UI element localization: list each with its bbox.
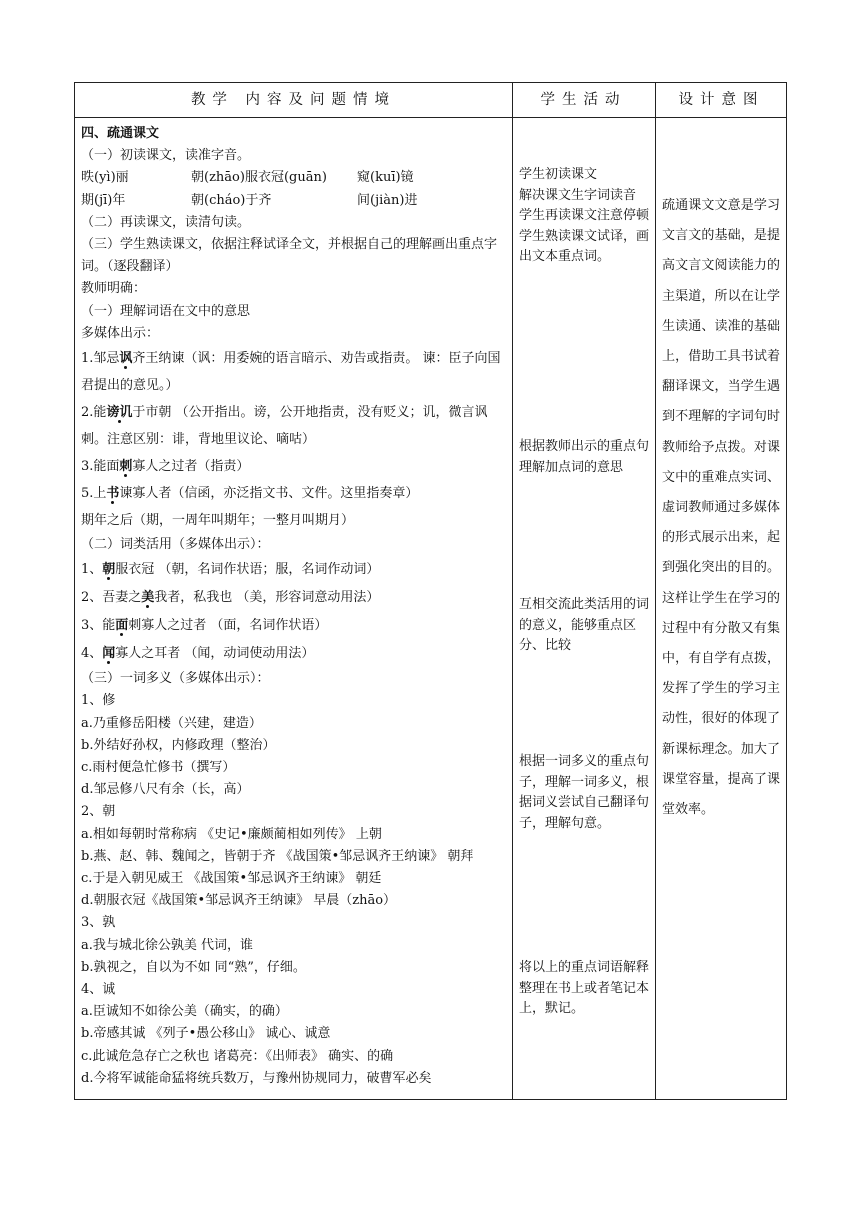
polysemy-line: d.邹忌修八尺有余（长，高）	[81, 782, 250, 798]
polysemy-line: a.臣诚知不如徐公美（确实，的确）	[81, 1004, 288, 1020]
polysemy-line: a.相如每朝时常称病 《史记•廉颇蔺相如列传》 上朝	[81, 826, 382, 842]
usage-item: 3、能面刺寡人之过者 （面，名词作状语）	[81, 618, 328, 634]
header-content: 教学 内容及问题情境	[190, 92, 397, 108]
design-intent-text: 疏通课文文意是学习文言文的基础，是提高文言文阅读能力的主渠道，所以在让学生读通、读准的基础上，借助工具书试着翻译课文，当学生遇到不理解的字词句时教师给予点拨。对课文中的重难点实词、虚词教师通过多媒体的形式展示出来，起到强化突出的目的。这样让学生在学习的过程中有分散又有集中，有自学有点拨，发挥了学生的学习主动性，很好的体现了新课标理念。加大了课堂容量，提高了课堂效率。	[662, 198, 780, 818]
vocab-item: 1.邹忌讽齐王纳谏（讽：用委婉的语言暗示、劝告或指责。 谏：臣子向国君提出的意见。）	[81, 351, 501, 394]
vocab-item: 2.能谤讥于市朝 （公开指出。谤，公开地指责，没有贬义；讥，微言讽刺。注意区别：诽，背地里议论、嘀咕）	[81, 405, 488, 448]
lesson-table	[74, 82, 787, 1100]
polysemy-line: d.朝服衣冠《战国策•邹忌讽齐王纳谏》 早晨（zhāo）	[81, 893, 397, 909]
pronunciation-row	[81, 190, 507, 212]
part-2-title: （二）词类活用（多媒体出示）：	[81, 537, 270, 553]
pron-item: 昳(yì)丽	[81, 170, 129, 186]
activity-text: 解决课文生字词读音	[519, 187, 637, 203]
pron-item: 窥(kuī)镜	[357, 170, 414, 186]
header-activity: 学生活动	[540, 92, 627, 108]
column-divider	[655, 83, 656, 1099]
pron-item: 朝(cháo)于齐	[191, 192, 272, 208]
usage-item: 4、闻寡人之耳者 （闻，动词使动用法）	[81, 646, 315, 662]
activity-text: 学生熟读课文试译，画出文本重点词。	[519, 228, 650, 264]
polysemy-line: c.此诚危急存亡之秋也 诸葛亮：《出师表》 确实、的确	[81, 1048, 394, 1064]
part-1-title: （一）理解词语在文中的意思	[81, 303, 251, 319]
polysemy-line: d.今将军诚能命猛将统兵数万，与豫州协规同力，破曹军必矣	[81, 1070, 432, 1086]
content-column	[81, 123, 507, 1090]
polysemy-line: 3、孰	[81, 915, 116, 931]
part-3-title: （三）一词多义（多媒体出示）：	[81, 671, 270, 687]
pron-item: 间(jiàn)进	[357, 192, 418, 208]
activity-block: 根据一词多义的重点句子，理解一词多义，根据词义尝试自己翻译句子，理解句意。	[519, 754, 650, 831]
polysemy-line: b.外结好孙权，内修政理（整治）	[81, 737, 276, 753]
teacher-note: 教师明确：	[81, 281, 147, 297]
header-intent: 设计意图	[678, 92, 765, 108]
usage-item: 2、吾妻之美我者，私我也 （美，形容词意动用法）	[81, 590, 380, 606]
activity-text: 学生初读课文	[519, 167, 598, 182]
step-1: （一）初读课文，读准字音。	[81, 148, 251, 164]
step-2: （二）再读课文，读清句读。	[81, 214, 251, 230]
section-title: 四、疏通课文	[81, 126, 160, 141]
polysemy-line: 4、诚	[81, 982, 116, 998]
vocab-item: 3.能面刺寡人之过者（指责）	[81, 459, 250, 475]
polysemy-line: c.雨村便急忙修书（撰写）	[81, 760, 236, 776]
polysemy-line: 1、修	[81, 693, 116, 709]
vocab-item: 期年之后（期，一周年叫期年；一整月叫期月）	[81, 513, 355, 529]
pron-item: 期(jī)年	[81, 192, 126, 208]
activity-block: 互相交流此类活用的词的意义，能够重点区分、比较	[519, 597, 650, 653]
pronunciation-row	[81, 167, 507, 189]
usage-item: 1、朝服衣冠 （朝，名词作状语；服，名词作动词）	[81, 562, 380, 578]
polysemy-line: b.燕、赵、韩、魏闻之，皆朝于齐 《战国策•邹忌讽齐王纳谏》 朝拜	[81, 848, 474, 864]
column-divider	[512, 83, 513, 1099]
polysemy-line: b.帝感其诚 《列子•愚公移山》 诚心、诚意	[81, 1026, 331, 1042]
media-note: 多媒体出示：	[81, 325, 160, 341]
vocab-item: 5.上书谏寡人者（信函，亦泛指文书、文件。这里指奏章）	[81, 486, 419, 502]
pron-item: 朝(zhāo)服衣冠(guān)	[191, 170, 327, 186]
activity-text: 学生再读课文注意停顿	[519, 208, 650, 223]
activity-block	[519, 165, 649, 268]
polysemy-line: c.于是入朝见威王 《战国策•邹忌讽齐王纳谏》 朝廷	[81, 871, 382, 887]
activity-block: 根据教师出示的重点句理解加点词的意思	[519, 439, 650, 475]
polysemy-line: a.乃重修岳阳楼（兴建，建造）	[81, 715, 262, 731]
activity-block: 将以上的重点词语解释整理在书上或者笔记本上，默记。	[519, 960, 650, 1016]
step-3: （三）学生熟读课文，依据注释试译全文，并根据自己的理解画出重点字词。（逐段翻译）	[81, 237, 498, 275]
polysemy-line: 2、朝	[81, 804, 116, 820]
polysemy-line: b.孰视之，自以为不如 同“熟”，仔细。	[81, 959, 306, 975]
polysemy-line: a.我与城北徐公孰美 代词，谁	[81, 937, 254, 953]
